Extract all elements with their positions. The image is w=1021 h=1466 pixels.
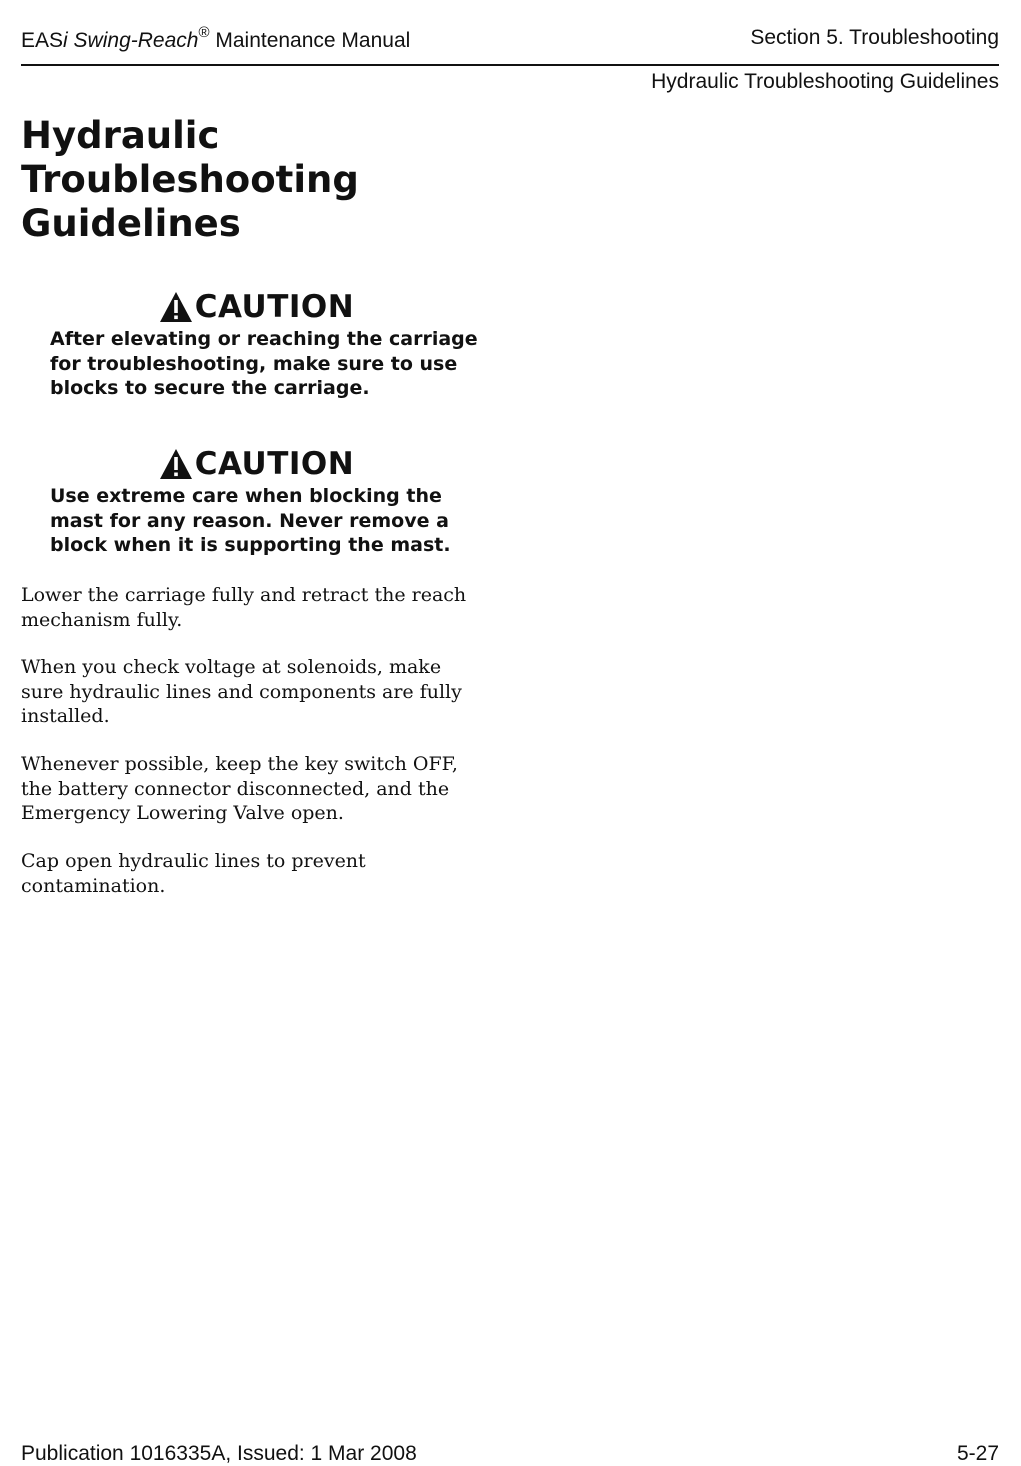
caution-text: Use extreme care when blocking the mast for any reason. Never remove a block when it is supporting the mast. [50, 485, 451, 556]
section-label: Section 5. Troubleshooting [750, 26, 999, 49]
warning-triangle-icon [159, 291, 193, 323]
page-header [21, 24, 999, 66]
body-paragraph: When you check voltage at solenoids, make sure hydraulic lines and components are fully installed. [21, 656, 462, 727]
publication-info: Publication 1016335A, Issued: 1 Mar 2008 [21, 1442, 417, 1465]
manual-title-prefix: EAS [21, 29, 64, 52]
manual-title [21, 26, 410, 53]
manual-title-product: Swing-Reach [73, 29, 199, 52]
page-number: 5-27 [956, 1442, 999, 1465]
title-line: Guidelines [21, 202, 241, 245]
title-line: Troubleshooting [21, 158, 359, 201]
subheader: Hydraulic Troubleshooting Guidelines [651, 70, 999, 93]
manual-title-suffix: Maintenance Manual [209, 29, 411, 52]
caution-badge [50, 444, 463, 484]
body-paragraph: Lower the carriage fully and retract the reach mechanism fully. [21, 584, 467, 631]
registered-mark: ® [198, 24, 210, 41]
manual-title-italic-i: i [63, 29, 68, 52]
caution-badge [50, 287, 463, 327]
body-paragraph: Cap open hydraulic lines to prevent contamination. [21, 850, 366, 897]
caution-label: CAUTION [194, 289, 355, 325]
caution-block [50, 444, 480, 558]
warning-triangle-icon [159, 448, 193, 480]
caution-block [50, 287, 480, 401]
caution-label: CAUTION [194, 446, 355, 482]
page-title [21, 114, 421, 246]
body-paragraph: Whenever possible, keep the key switch OFF, the battery connector disconnected, and the Emergency Lowering Valve open. [21, 753, 458, 824]
title-line: Hydraulic [21, 114, 220, 157]
caution-text: After elevating or reaching the carriage for troubleshooting, make sure to use blocks to secure the carriage. [50, 328, 478, 399]
